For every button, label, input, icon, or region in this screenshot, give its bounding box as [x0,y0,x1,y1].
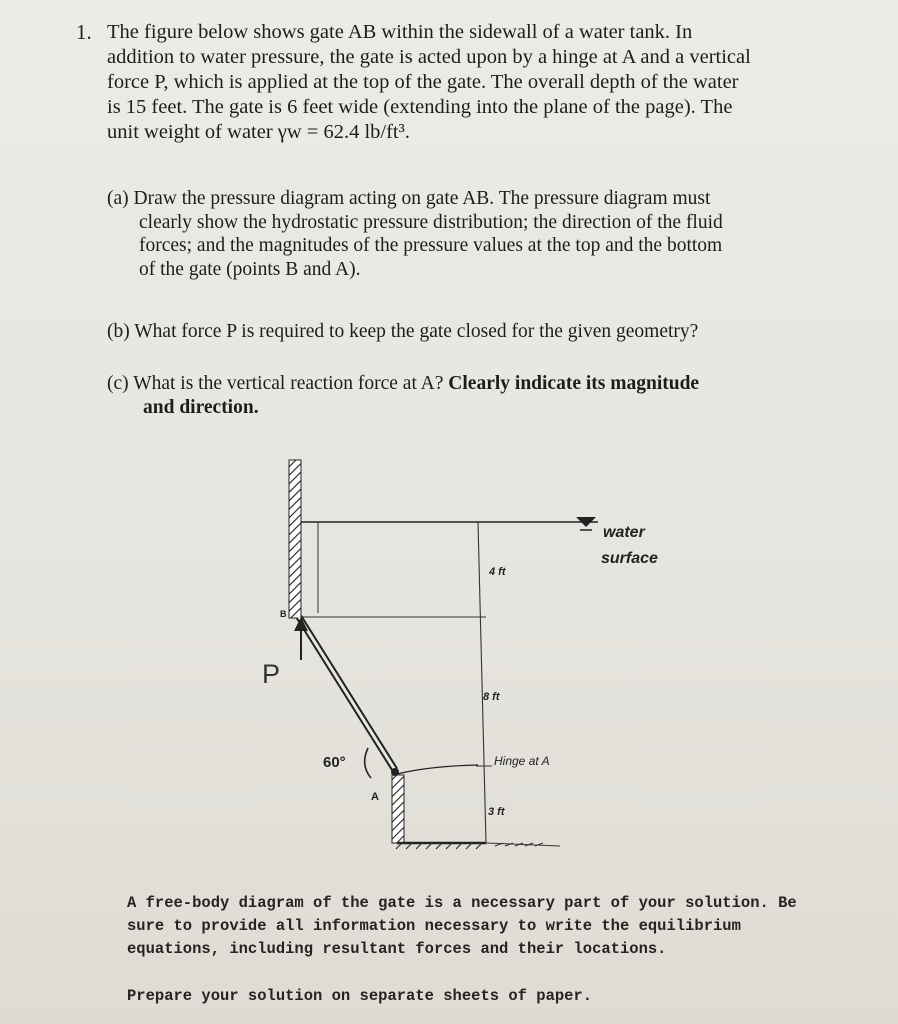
fbd-requirement-note [127,892,817,961]
footer-line: A free-body diagram of the gate is a necessary part of your solution. Be [127,894,797,912]
intro-line: force P, which is applied at the top of the gate. The overall depth of the water [107,71,739,93]
dim-3ft-label: 3 ft [488,806,505,818]
gate-ab-core [299,617,395,770]
part-c-emphasis-2: and direction. [143,396,259,418]
part-a-label: (a) [107,188,129,209]
point-a-label: A [371,791,379,803]
part-c-text: What is the vertical reaction force at A? [133,373,444,394]
hinge-label: Hinge at A [494,754,550,768]
part-c-emphasis: Clearly indicate its magnitude [448,373,700,394]
part-a-line: forces; and the magnitudes of the pressure values at the top and the bottom [139,235,723,256]
dim-8ft-label: 8 ft [483,691,500,703]
intro-line: is 15 feet. The gate is 6 feet wide (extending into the plane of the page). The [107,96,733,118]
problem-number: 1. [76,20,92,44]
dim-4ft-label: 4 ft [489,566,506,578]
hinge-a-icon [391,768,399,776]
intro-line: addition to water pressure, the gate is acted upon by a hinge at A and a vertical [107,46,751,68]
angle-label: 60° [323,754,346,771]
angle-arc [365,748,371,778]
part-b-text: What force P is required to keep the gate closed for the given geometry? [134,321,699,342]
surface-label: surface [601,550,658,567]
lower-wall [392,775,404,843]
hinge-leader-line [397,765,478,774]
intro-line: The figure below shows gate AB within the sidewall of a water tank. In [107,21,693,43]
part-b-label: (b) [107,321,130,342]
part-a-line: Draw the pressure diagram acting on gate AB. The pressure diagram must [133,188,711,209]
prepare-note: Prepare your solution on separate sheets of paper. [127,987,593,1005]
footer-line: sure to provide all information necessary to write the equilibrium [127,917,741,935]
part-a-line: of the gate (points B and A). [139,258,361,280]
intro-line: unit weight of water γw = 62.4 lb/ft³. [107,121,410,143]
water-label: water [603,524,645,541]
part-a-line: clearly show the hydrostatic pressure distribution; the direction of the fluid [139,211,723,233]
force-p-label: P [262,659,281,689]
dimension-line [478,522,486,843]
upper-wall [289,460,301,618]
footer-line: equations, including resultant forces and their locations. [127,940,667,958]
part-c-label: (c) [107,373,129,394]
point-b-label: B [280,609,287,619]
